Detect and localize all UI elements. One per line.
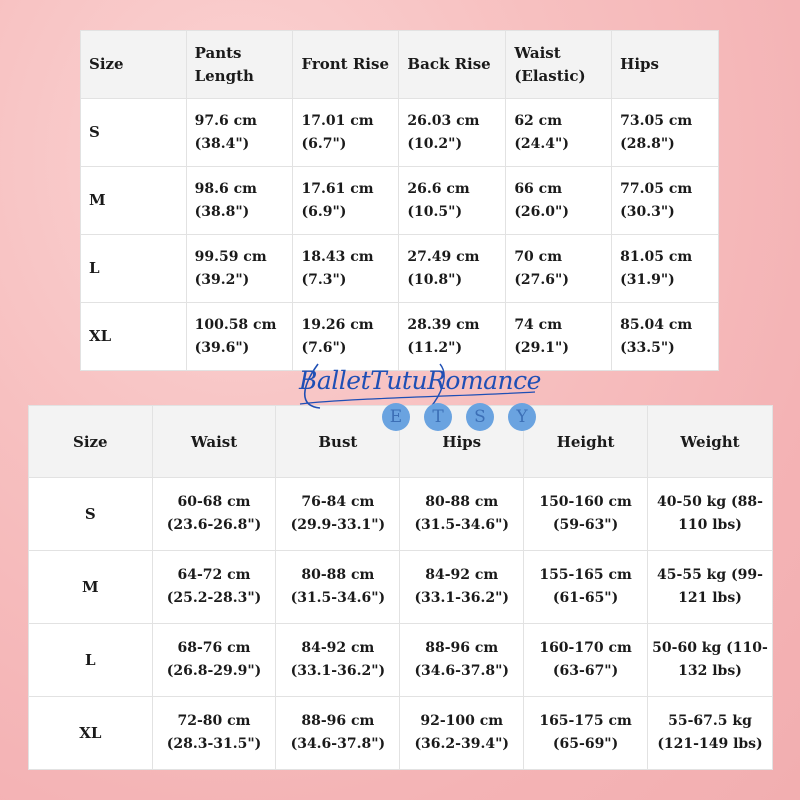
hips-cell: 88-96 cm (34.6-37.8") <box>400 624 524 697</box>
pants-length-cell: 98.6 cm (38.8") <box>186 167 293 235</box>
back-rise-cell: 27.49 cm (10.8") <box>399 235 506 303</box>
body-header-cell: Waist <box>152 406 276 478</box>
pants-header-cell: Size <box>81 31 187 99</box>
back-rise-cell: 26.6 cm (10.5") <box>399 167 506 235</box>
front-rise-cell: 17.61 cm (6.9") <box>293 167 399 235</box>
body-header-cell: Weight <box>648 406 773 478</box>
pants-header-row <box>81 31 719 99</box>
hips-cell: 84-92 cm (33.1-36.2") <box>400 551 524 624</box>
size-cell: S <box>29 478 153 551</box>
front-rise-cell: 17.01 cm (6.7") <box>293 99 399 167</box>
shop-logo <box>290 356 550 436</box>
table-row <box>29 551 773 624</box>
table-row <box>29 478 773 551</box>
waist-cell: 60-68 cm (23.6-26.8") <box>152 478 276 551</box>
waist-cell: 64-72 cm (25.2-28.3") <box>152 551 276 624</box>
weight-cell: 45-55 kg (99- 121 lbs) <box>648 551 773 624</box>
size-cell: L <box>81 235 187 303</box>
front-rise-cell: 19.26 cm (7.6") <box>293 303 399 371</box>
height-cell: 165-175 cm (65-69") <box>524 697 648 770</box>
waist-cell: 72-80 cm (28.3-31.5") <box>152 697 276 770</box>
pants-header-cell: Back Rise <box>399 31 506 99</box>
waist-cell: 70 cm (27.6") <box>506 235 612 303</box>
size-cell: XL <box>29 697 153 770</box>
hips-cell: 80-88 cm (31.5-34.6") <box>400 478 524 551</box>
body-size-table <box>28 405 773 770</box>
height-cell: 150-160 cm (59-63") <box>524 478 648 551</box>
hips-cell: 92-100 cm (36.2-39.4") <box>400 697 524 770</box>
etsy-letter: Y <box>508 403 536 431</box>
weight-cell: 55-67.5 kg (121-149 lbs) <box>648 697 773 770</box>
back-rise-cell: 26.03 cm (10.2") <box>399 99 506 167</box>
hips-cell: 77.05 cm (30.3") <box>612 167 719 235</box>
pants-length-cell: 100.58 cm (39.6") <box>186 303 293 371</box>
body-header-cell: Size <box>29 406 153 478</box>
body-header-cell: Bust <box>276 406 400 478</box>
pants-header-cell: Pants Length <box>186 31 293 99</box>
table-row <box>29 624 773 697</box>
etsy-letter: T <box>424 403 452 431</box>
pants-header-cell: Hips <box>612 31 719 99</box>
waist-cell: 68-76 cm (26.8-29.9") <box>152 624 276 697</box>
hips-cell: 85.04 cm (33.5") <box>612 303 719 371</box>
hips-cell: 81.05 cm (31.9") <box>612 235 719 303</box>
logo-script-text: BalletTutuRomance <box>299 366 541 395</box>
etsy-letter: S <box>466 403 494 431</box>
size-cell: M <box>29 551 153 624</box>
table-row <box>81 99 719 167</box>
weight-cell: 40-50 kg (88- 110 lbs) <box>648 478 773 551</box>
table-row <box>29 697 773 770</box>
bust-cell: 80-88 cm (31.5-34.6") <box>276 551 400 624</box>
pants-length-cell: 99.59 cm (39.2") <box>186 235 293 303</box>
hips-cell: 73.05 cm (28.8") <box>612 99 719 167</box>
table-row <box>81 235 719 303</box>
size-cell: S <box>81 99 187 167</box>
size-cell: M <box>81 167 187 235</box>
bust-cell: 76-84 cm (29.9-33.1") <box>276 478 400 551</box>
table-row <box>81 167 719 235</box>
waist-cell: 66 cm (26.0") <box>506 167 612 235</box>
pants-header-cell: Waist (Elastic) <box>506 31 612 99</box>
bust-cell: 88-96 cm (34.6-37.8") <box>276 697 400 770</box>
waist-cell: 62 cm (24.4") <box>506 99 612 167</box>
pants-size-table <box>80 30 719 371</box>
height-cell: 160-170 cm (63-67") <box>524 624 648 697</box>
waist-cell: 74 cm (29.1") <box>506 303 612 371</box>
pants-header-cell: Front Rise <box>293 31 399 99</box>
body-header-cell: Height <box>524 406 648 478</box>
bust-cell: 84-92 cm (33.1-36.2") <box>276 624 400 697</box>
pants-length-cell: 97.6 cm (38.4") <box>186 99 293 167</box>
etsy-letter: E <box>382 403 410 431</box>
height-cell: 155-165 cm (61-65") <box>524 551 648 624</box>
back-rise-cell: 28.39 cm (11.2") <box>399 303 506 371</box>
front-rise-cell: 18.43 cm (7.3") <box>293 235 399 303</box>
size-cell: XL <box>81 303 187 371</box>
body-header-cell: Hips <box>400 406 524 478</box>
weight-cell: 50-60 kg (110- 132 lbs) <box>648 624 773 697</box>
size-cell: L <box>29 624 153 697</box>
